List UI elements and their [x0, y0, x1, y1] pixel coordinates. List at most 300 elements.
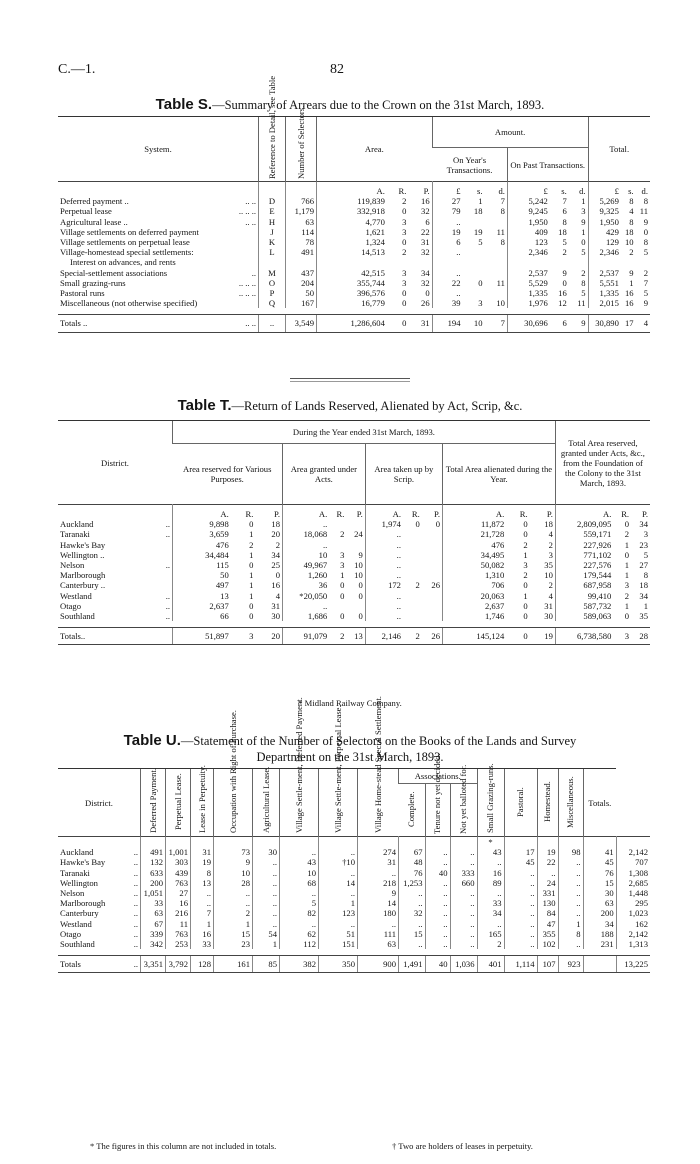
count-cell: 45 — [583, 857, 616, 867]
totals-row — [58, 315, 650, 332]
value-p: 32 — [421, 277, 430, 288]
count-cell: 188 — [583, 929, 616, 939]
value-x1: 2 — [275, 539, 280, 550]
count-cell: 1,448 — [616, 888, 650, 898]
system-name — [58, 196, 259, 206]
value-x1: 1 — [249, 590, 254, 601]
district-name — [58, 580, 173, 590]
count-cell: 401 — [477, 956, 504, 973]
district-name — [58, 898, 141, 908]
value-x3: 26 — [431, 580, 441, 591]
leader-dots: .. — [133, 908, 138, 919]
value-l1: .. — [432, 217, 462, 227]
system-label: Village settlements on deferred payment — [60, 226, 199, 237]
leader-dots: .. — [165, 611, 170, 622]
count-cell: 439 — [166, 868, 191, 878]
leader-dots: .. — [133, 918, 138, 929]
count-cell: 707 — [616, 857, 650, 867]
reference — [259, 257, 286, 267]
leader-dots: .. — [133, 847, 138, 858]
value-l2: 409 — [507, 227, 549, 237]
district-label: Canterbury .. — [60, 580, 106, 591]
value-x2: 3 — [340, 549, 345, 560]
value-x3 — [422, 560, 443, 570]
count-cell: 132 — [141, 857, 166, 867]
value-x3 — [403, 560, 422, 570]
table-row — [58, 550, 650, 560]
count-cell: 295 — [616, 898, 650, 908]
unit-label: A. — [443, 505, 507, 520]
star-cell — [450, 837, 477, 848]
selectors: 491 — [286, 247, 317, 257]
col-assoc-not-balloted: Not yet balloted for. — [458, 764, 468, 834]
count-cell: .. — [399, 888, 426, 898]
value-s2: 18 — [558, 226, 567, 237]
value-x1: 0 — [249, 611, 254, 622]
district-name — [58, 529, 173, 539]
count-cell: 31 — [358, 857, 399, 867]
count-cell: 84 — [537, 908, 558, 918]
reference: L — [259, 247, 286, 257]
count-cell: 151 — [319, 939, 358, 949]
count-cell: 13,225 — [616, 956, 650, 973]
value-s2: 16 — [558, 288, 567, 299]
unit-label: R. — [245, 509, 254, 519]
divider — [290, 378, 410, 379]
system-name — [58, 278, 259, 288]
value-x5: 99,410 — [555, 591, 613, 601]
star-cell — [537, 837, 558, 848]
value-d1: 7 — [500, 196, 505, 207]
value-l1: 6 — [432, 237, 462, 247]
table-row — [58, 898, 650, 908]
value-x4: 3 — [548, 549, 553, 560]
value-l3: 1,950 — [588, 217, 621, 227]
count-cell: 660 — [450, 878, 477, 888]
value-x4: 1 — [523, 549, 528, 560]
value-x3: 26 — [422, 628, 443, 645]
value-x1: 0 — [249, 560, 254, 571]
value-d3: 4 — [636, 315, 650, 332]
value-d3 — [636, 257, 650, 267]
system-name — [58, 298, 259, 308]
value-s1 — [463, 288, 485, 298]
value-x4: 34,495 — [443, 550, 507, 560]
district-label: Otago — [60, 928, 82, 939]
count-cell: 43 — [280, 857, 319, 867]
unit-label: P. — [356, 509, 363, 519]
value-s3: 18 — [624, 226, 634, 237]
count-cell: .. — [319, 868, 358, 878]
value-s1: 3 — [478, 298, 483, 309]
count-cell: .. — [504, 939, 537, 949]
unit-label: d. — [579, 186, 586, 196]
value-d1: 11 — [496, 226, 505, 237]
value-a: 1,621 — [317, 227, 387, 237]
table-t — [58, 420, 650, 645]
value-x1: 115 — [173, 560, 231, 570]
col-assoc-tenure-undecided: Tenure not yet decided. — [432, 753, 442, 834]
table-row — [58, 257, 650, 267]
count-cell: 1,253 — [399, 878, 426, 888]
value-x4: 0 — [523, 600, 528, 611]
value-x5: 589,063 — [555, 611, 613, 621]
star-cell — [319, 837, 358, 848]
unit-label: A. — [555, 505, 613, 520]
value-x4: 2 — [523, 570, 528, 581]
count-cell: .. — [425, 908, 450, 918]
value-l1: 19 — [432, 227, 462, 237]
value-x2: 10 — [354, 560, 363, 571]
table-row — [58, 591, 650, 601]
value-x4: 21,728 — [443, 529, 507, 539]
value-d1: 7 — [485, 315, 508, 332]
value-r: 3 — [402, 277, 407, 288]
count-cell: .. — [504, 898, 537, 908]
value-p: 31 — [421, 237, 430, 248]
unit-label: P. — [423, 186, 430, 196]
system-name — [58, 315, 259, 332]
district-label: Westland — [60, 918, 92, 929]
value-a: 332,918 — [317, 206, 387, 216]
value-x5: 18 — [639, 580, 648, 591]
units-spacer — [286, 182, 317, 197]
table-u-caption-line1: —Statement of the Number of Selectors on the Books of the Lands and Survey — [180, 734, 577, 748]
value-s3: 9 — [629, 267, 634, 278]
table-s-caption: —Summary of Arrears due to the Crown on the 31st March, 1893. — [212, 98, 545, 112]
value-d1: 10 — [496, 298, 505, 309]
value-p: 6 — [425, 216, 430, 227]
col-pastoral: Pastoral. — [515, 786, 525, 817]
units-row — [58, 182, 650, 197]
count-cell: 5 — [280, 898, 319, 908]
col-small-grazing-runs: Small Grazing-runs. — [485, 762, 495, 833]
col-area-reserved: Area reserved for Various Purposes. — [173, 444, 283, 505]
count-cell: .. — [253, 898, 280, 908]
value-l2: 1,976 — [507, 298, 549, 308]
value-s3: 16 — [624, 298, 634, 309]
leader-dots: .. — [133, 939, 138, 950]
count-cell: 123 — [319, 908, 358, 918]
value-x2: 91,079 — [282, 628, 329, 645]
value-s2 — [550, 257, 569, 267]
district-label: Taranaki — [60, 867, 90, 878]
system-label: Miscellaneous (not otherwise specified) — [60, 298, 198, 309]
leader-dots: .. .. — [245, 318, 256, 329]
value-x3 — [403, 540, 422, 550]
count-cell: 54 — [253, 929, 280, 939]
value-x4: 1,746 — [443, 611, 507, 621]
value-r: 3 — [402, 267, 407, 278]
value-x3 — [403, 601, 422, 611]
selectors: 78 — [286, 237, 317, 247]
value-x1: 0 — [249, 519, 254, 530]
table-row — [58, 278, 650, 288]
value-x2: .. — [282, 540, 329, 550]
value-x1: 16 — [271, 580, 280, 591]
leader-dots: .. .. .. — [238, 277, 256, 288]
value-s1: 18 — [473, 206, 483, 217]
value-d2: 9 — [581, 216, 586, 227]
count-cell: 32 — [399, 908, 426, 918]
value-x4: 0 — [523, 580, 528, 591]
table-row — [58, 529, 650, 539]
district-name — [58, 550, 173, 560]
count-cell: .. — [558, 878, 583, 888]
count-cell: 763 — [166, 878, 191, 888]
leader-dots: .. — [165, 529, 170, 540]
col-lease-in-perpetuity: Lease in Perpetuity. — [196, 764, 207, 833]
count-cell: 112 — [280, 939, 319, 949]
value-x1: 1 — [249, 549, 254, 560]
count-cell: 28 — [214, 878, 253, 888]
value-x3: 2 — [403, 628, 422, 645]
system-label: Interest on advances, and rents — [70, 257, 176, 268]
count-cell: 43 — [477, 847, 504, 857]
count-cell: 333 — [450, 868, 477, 878]
value-x2: 36 — [282, 580, 329, 590]
star-cell — [58, 837, 141, 848]
district-label: Southland — [60, 611, 95, 622]
count-cell: 339 — [141, 929, 166, 939]
value-a: 1,286,604 — [317, 315, 387, 332]
count-cell: 128 — [191, 956, 214, 973]
district-label: Canterbury — [60, 908, 99, 919]
reference: M — [259, 268, 286, 278]
table-row — [58, 288, 650, 298]
district-label: Nelson — [60, 560, 85, 571]
count-cell: .. — [425, 919, 450, 929]
leader-dots: .. — [251, 267, 256, 278]
value-d1 — [485, 217, 508, 227]
count-cell: 900 — [358, 956, 399, 973]
value-x4: 706 — [443, 580, 507, 590]
count-cell: .. — [504, 888, 537, 898]
leader-dots: .. — [165, 600, 170, 611]
value-d3: 9 — [643, 298, 648, 309]
count-cell: 13 — [191, 878, 214, 888]
value-s2: 6 — [550, 315, 569, 332]
table-row — [58, 868, 650, 878]
value-l2 — [507, 257, 549, 267]
totals-row — [58, 628, 650, 645]
unit-label: R. — [411, 509, 420, 519]
value-x2: 1,686 — [282, 611, 329, 621]
value-r: 0 — [402, 237, 407, 248]
leader-dots: .. — [165, 560, 170, 571]
value-d3: 0 — [643, 226, 648, 237]
value-d2: 3 — [581, 206, 586, 217]
district-label: Auckland — [60, 847, 94, 858]
col-total-reserved: Total Area reserved, granted under Acts, &c., from the Foundation of the Colony to the 31st March, 1893. — [555, 421, 650, 505]
value-x4: 19 — [530, 628, 556, 645]
count-cell: 1 — [558, 919, 583, 929]
value-l2: 2,346 — [507, 247, 549, 257]
count-cell: 16 — [477, 868, 504, 878]
value-x5: 179,544 — [555, 570, 613, 580]
count-cell: 14 — [319, 878, 358, 888]
leader-dots: .. — [133, 959, 138, 970]
value-a — [317, 257, 387, 267]
table-row — [58, 580, 650, 590]
value-x5: 27 — [639, 560, 648, 571]
value-l1 — [432, 257, 462, 267]
selectors: 114 — [286, 227, 317, 237]
value-s1 — [463, 257, 485, 267]
count-cell: 2 — [477, 939, 504, 949]
count-cell: 24 — [537, 878, 558, 888]
value-x4: 10 — [544, 570, 553, 581]
count-cell: .. — [425, 857, 450, 867]
system-name — [58, 247, 259, 257]
value-x2: 0 — [358, 611, 363, 622]
district-label: Auckland — [60, 519, 94, 530]
value-x1: 20 — [271, 529, 280, 540]
value-x5: 771,102 — [555, 550, 613, 560]
count-cell: .. — [450, 847, 477, 857]
value-l2: 30,696 — [507, 315, 549, 332]
value-x5: 587,732 — [555, 601, 613, 611]
unit-label: s. — [561, 186, 567, 196]
count-cell: .. — [319, 888, 358, 898]
district-label: Hawke's Bay — [60, 539, 106, 550]
unit-label: P. — [274, 509, 280, 519]
count-cell: 68 — [280, 878, 319, 888]
value-l1: 27 — [432, 196, 462, 206]
value-d2: 0 — [581, 237, 586, 248]
star-cell — [358, 837, 399, 848]
value-x3 — [422, 611, 443, 621]
units-spacer — [58, 505, 173, 520]
count-cell: .. — [358, 919, 399, 929]
value-x4: 0 — [523, 529, 528, 540]
count-cell: 1,001 — [166, 847, 191, 857]
count-cell: 1 — [319, 898, 358, 908]
value-x4: 35 — [544, 560, 553, 571]
value-d3: 9 — [643, 216, 648, 227]
value-x3: .. — [365, 560, 403, 570]
value-x5: 3 — [643, 529, 648, 540]
table-row — [58, 878, 650, 888]
district-name — [58, 908, 141, 918]
count-cell: 2,685 — [616, 878, 650, 888]
value-r — [387, 257, 409, 267]
count-cell: 491 — [141, 847, 166, 857]
count-cell: 63 — [583, 898, 616, 908]
system-name — [58, 257, 259, 267]
leader-dots: .. .. — [245, 196, 256, 207]
value-d2: 5 — [581, 247, 586, 258]
leader-dots: .. — [133, 888, 138, 899]
value-x2: 13 — [346, 628, 365, 645]
value-x4: 31 — [544, 600, 553, 611]
district-label: Otago — [60, 600, 82, 611]
count-cell: 180 — [358, 908, 399, 918]
value-x4: 50,082 — [443, 560, 507, 570]
col-total-alienated: Total Area alienated during the Year. — [443, 444, 556, 505]
district-label: Marlborough — [60, 898, 106, 909]
value-x5: 1 — [624, 570, 630, 581]
star-cell — [583, 837, 616, 848]
table-t-caption: —Return of Lands Reserved, Alienated by Act, Scrip, &c. — [231, 399, 523, 413]
unit-label: d. — [498, 186, 505, 196]
value-x2 — [346, 601, 365, 611]
value-x5: 227,926 — [555, 540, 613, 550]
document-reference: C.—1. — [58, 62, 96, 77]
value-x3: .. — [365, 611, 403, 621]
district-name — [58, 540, 173, 550]
value-x5: 559,171 — [555, 529, 613, 539]
reference: D — [259, 196, 286, 206]
count-cell: 23 — [214, 939, 253, 949]
value-l3: 2,015 — [588, 298, 621, 308]
table-t-label: Table T. — [177, 397, 232, 414]
value-d3: 5 — [643, 247, 648, 258]
district-name — [58, 601, 173, 611]
value-s1: 10 — [463, 315, 485, 332]
value-x1: 34,484 — [173, 550, 231, 560]
count-cell: 1 — [253, 939, 280, 949]
value-r: 3 — [402, 216, 407, 227]
value-x1: 34 — [271, 549, 280, 560]
value-x1: 2 — [249, 539, 254, 550]
unit-label: A. — [282, 505, 329, 520]
value-l2: 1,335 — [507, 288, 549, 298]
value-s2: 9 — [562, 267, 567, 278]
value-x4: 20,063 — [443, 591, 507, 601]
value-s3: 4 — [629, 206, 634, 217]
count-cell: †10 — [319, 857, 358, 867]
table-row — [58, 908, 650, 918]
value-x2: *20,050 — [282, 591, 329, 601]
unit-label: P. — [546, 509, 553, 519]
table-row — [58, 560, 650, 570]
count-cell: .. — [477, 888, 504, 898]
count-cell: 923 — [558, 956, 583, 973]
value-d2: 11 — [577, 298, 586, 309]
value-d2: 5 — [581, 288, 586, 299]
totals-row — [58, 956, 650, 973]
district-name — [58, 939, 141, 949]
count-cell: 1,308 — [616, 868, 650, 878]
system-label: Perpetual lease — [60, 206, 112, 217]
unit-label: A. — [173, 505, 231, 520]
value-d3: 8 — [643, 196, 648, 207]
selectors: 50 — [286, 288, 317, 298]
table-row — [58, 237, 650, 247]
value-a: 119,839 — [317, 196, 387, 206]
count-cell: 40 — [425, 956, 450, 973]
count-cell: .. — [214, 898, 253, 908]
system-name — [58, 268, 259, 278]
value-x3 — [403, 611, 422, 621]
count-cell: 763 — [166, 929, 191, 939]
value-x2: 0 — [358, 590, 363, 601]
value-p: 26 — [421, 298, 430, 309]
value-r: 2 — [402, 247, 407, 258]
count-cell: 200 — [583, 908, 616, 918]
system-label: Small grazing-runs — [60, 277, 126, 288]
unit-label: R. — [336, 509, 345, 519]
count-cell: .. — [558, 868, 583, 878]
count-cell: 130 — [537, 898, 558, 908]
count-cell: .. — [450, 919, 477, 929]
selectors: 437 — [286, 268, 317, 278]
value-s3: 8 — [629, 196, 634, 207]
count-cell: .. — [358, 868, 399, 878]
count-cell: 102 — [537, 939, 558, 949]
value-x2: 3 — [340, 560, 345, 571]
